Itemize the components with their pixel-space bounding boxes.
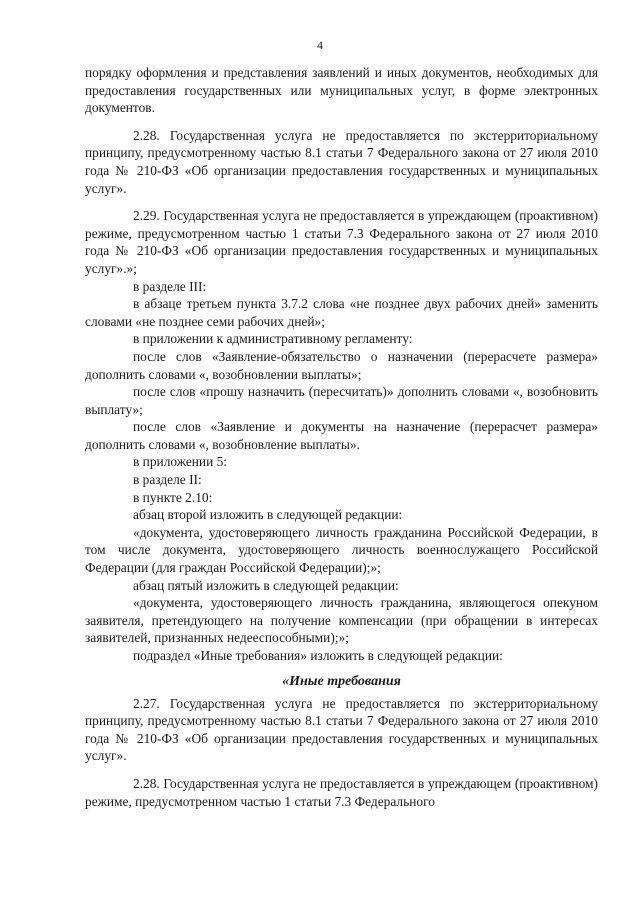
paragraph: после слов «Заявление-обязательство о назначении (перерасчете размера» дополнить словами «, возобновлении выплаты»; — [85, 348, 598, 382]
paragraph: в пункте 2.10: — [133, 489, 213, 505]
paragraph: в абзаце третьем пункта 3.7.2 слова «не позднее двух рабочих дней» заменить словами «не позднее семи рабочих дней»; — [85, 296, 598, 329]
paragraph: 2.28. Государственная услуга не предоставляется по экстерриториальному принципу, предусмотренному частью 8.1 статьи 7 Федерального закона от 27 июля 2010 года № 210-ФЗ «Об организации предоставления государственных и муниципальных услуг». — [85, 127, 598, 196]
page-number: 4 — [317, 38, 323, 52]
paragraph: «документа, удостоверяющего личность гражданина Российской Федерации, в том числе документа, удостоверяющего личность военнослужащего Российской Федерации (для граждан Российской Федерации);»; — [85, 524, 598, 576]
paragraph: абзац второй изложить в следующей редакции: — [133, 507, 403, 523]
paragraph: подраздел «Иные требования» изложить в следующей редакции: — [133, 648, 503, 663]
section-heading: «Иные требования — [282, 673, 401, 689]
document-body — [85, 64, 598, 810]
paragraph: «документа, удостоверяющего личность гражданина, являющегося опекуном заявителя, претендующего на получение компенсации (при обращении в интересах заявителей, признанных недееспособными);»; — [85, 595, 598, 646]
paragraph: в разделе II: — [133, 472, 202, 488]
paragraph: 2.27. Государственная услуга не предоставляется по экстерриториальному принципу, предусмотренному частью 8.1 статьи 7 Федерального закона от 27 июля 2010 года № 210-ФЗ «Об организации предоставления государственных и муниципальных услуг». — [85, 695, 598, 764]
paragraph: в разделе III: — [133, 278, 207, 294]
paragraph: после слов «прошу назначить (пересчитать)» дополнить словами «, возобновить выплату»; — [85, 384, 598, 417]
paragraphs-before-heading — [85, 64, 598, 665]
paragraph: порядку оформления и представления заявлений и иных документов, необходимых для предоставления государственных или муниципальных услуг, в форме электронных документов. — [85, 65, 598, 116]
paragraph: 2.28. Государственная услуга не предоставляется в упреждающем (проактивном) режиме, предусмотренном частью 1 статьи 7.3 Федерального — [85, 775, 598, 809]
paragraph: после слов «Заявление и документы на назначение (перерасчет размера» дополнить словами «, возобновление выплаты». — [85, 419, 598, 452]
paragraph: в приложении 5: — [133, 454, 228, 470]
paragraph: 2.29. Государственная услуга не предоставляется в упреждающем (проактивном) режиме, предусмотренном частью 1 статьи 7.3 Федерального закона от 27 июля 2010 года № 210-ФЗ «Об организации предоставления государственных и муниципальных услуг».»; — [85, 208, 598, 276]
paragraph: в приложении к административному регламенту: — [133, 331, 413, 347]
paragraph: абзац пятый изложить в следующей редакции: — [133, 577, 399, 593]
paragraphs-after-heading — [85, 695, 598, 811]
